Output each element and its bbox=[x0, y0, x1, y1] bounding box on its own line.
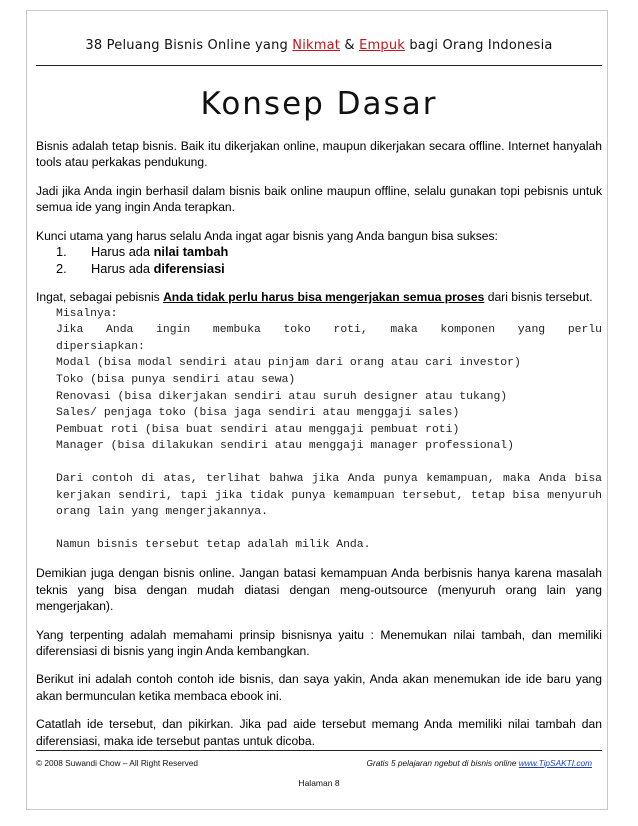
page-title: Konsep Dasar bbox=[200, 86, 438, 122]
copyright: © 2008 Suwandi Chow – All Right Reserved bbox=[36, 758, 198, 768]
header-text-end: bagi Orang Indonesia bbox=[405, 38, 553, 53]
list-number: 1. bbox=[56, 244, 67, 260]
spacer bbox=[56, 521, 602, 537]
running-header bbox=[36, 38, 602, 53]
example-line: Pembuat roti (bisa buat sendiri atau menggaji pembuat roti) bbox=[56, 423, 460, 436]
footer bbox=[36, 758, 602, 770]
list-item bbox=[36, 261, 602, 278]
paragraph-2: Jadi jika Anda ingin berhasil dalam bisnis baik online maupun offline, selalu gunakan topi pebisnis untuk semua ide yang ingin Anda terapkan. bbox=[36, 183, 602, 215]
example-line: Jika Anda ingin membuka toko roti, maka komponen yang perlu bbox=[56, 324, 602, 337]
paragraph-1: Bisnis adalah tetap bisnis. Baik itu dikerjakan online, maupun dikerjakan secara offline. Internet hanyalah tools atau perkakas pendukung. bbox=[36, 139, 602, 170]
paragraph-8: Catatlah ide tersebut, dan pikirkan. Jika pad aide tersebut memang Anda memiliki nilai tambah dan diferensiasi, maka ide tersebut pantas untuk dicoba. bbox=[36, 717, 602, 748]
list-item bbox=[36, 244, 602, 261]
example-line: Toko (bisa punya sendiri atau sewa) bbox=[56, 374, 296, 386]
list-bold: diferensiasi bbox=[153, 260, 225, 276]
paragraph-3: Kunci utama yang harus selalu Anda ingat agar bisnis yang Anda bangun bisa sukses: bbox=[36, 228, 498, 243]
footer-promo bbox=[367, 758, 592, 768]
page-number: Halaman 8 bbox=[298, 778, 340, 788]
list-number: 2. bbox=[56, 260, 67, 276]
paragraph-4 bbox=[36, 289, 602, 305]
header-highlight-nikmat: Nikmat bbox=[292, 38, 341, 53]
document-body bbox=[36, 138, 602, 761]
key-list bbox=[36, 244, 602, 277]
paragraph-5: Demikian juga dengan bisnis online. Jangan batasi kemampuan Anda berbisnis hanya karena masalah teknis yang bisa dengan mudah diatasi dengan meng-outsource (menyuruh orang lain yang mengerjakan). bbox=[36, 566, 602, 614]
example-line: Renovasi (bisa dikerjakan sendiri atau suruh designer atau tukang) bbox=[56, 390, 508, 403]
tipsakti-link[interactable]: www.TipSAKTI.com bbox=[518, 758, 592, 768]
example-line: Misalnya: bbox=[56, 307, 118, 320]
example-line: Manager (bisa dilakukan sendiri atau menggaji manager professional) bbox=[56, 440, 514, 453]
paragraph-7: Berikut ini adalah contoh contoh ide bisnis, dan saya yakin, Anda akan menemukan ide ide baru yang akan bermunculan ketika membaca ebook ini. bbox=[36, 672, 602, 703]
example-line: dipersiapkan: bbox=[56, 340, 145, 353]
footer-rule bbox=[36, 750, 602, 751]
header-ampersand: & bbox=[340, 38, 360, 53]
example-line: Sales/ penjaga toko (bisa jaga sendiri atau menggaji sales) bbox=[56, 407, 460, 420]
example-line: Modal (bisa modal sendiri atau pinjam dari orang atau cari investor) bbox=[56, 357, 521, 370]
p4-text-end: dari bisnis tersebut. bbox=[484, 290, 593, 305]
example-line: Dari contoh di atas, terlihat bahwa jika Anda punya kemampuan, maka Anda bisa kerjakan sendiri, tapi jika tidak punya kemampuan tersebut, tetap bisa menyuruh orang lain yang mengerjakannya. bbox=[56, 472, 602, 519]
p4-text: Ingat, sebagai pebisnis bbox=[36, 290, 164, 305]
header-text: 38 Peluang Bisnis Online yang bbox=[85, 38, 293, 53]
promo-text: Gratis 5 pelajaran ngebut di bisnis online bbox=[366, 758, 519, 768]
paragraph-6: Yang terpenting adalah memahami prinsip bisnisnya yaitu : Menemukan nilai tambah, dan memiliki diferensiasi di bisnis yang ingin Anda kembangkan. bbox=[36, 627, 602, 658]
example-block bbox=[36, 306, 602, 554]
list-text: Harus ada bbox=[91, 260, 154, 276]
list-text: Harus ada bbox=[91, 244, 154, 260]
list-bold: nilai tambah bbox=[153, 244, 229, 260]
spacer bbox=[56, 455, 602, 471]
header-rule bbox=[36, 65, 602, 66]
p4-bold: Anda tidak perlu harus bisa mengerjakan semua proses bbox=[163, 290, 485, 305]
header-highlight-empuk: Empuk bbox=[359, 38, 406, 53]
example-line: Namun bisnis tersebut tetap adalah milik Anda. bbox=[56, 538, 371, 551]
